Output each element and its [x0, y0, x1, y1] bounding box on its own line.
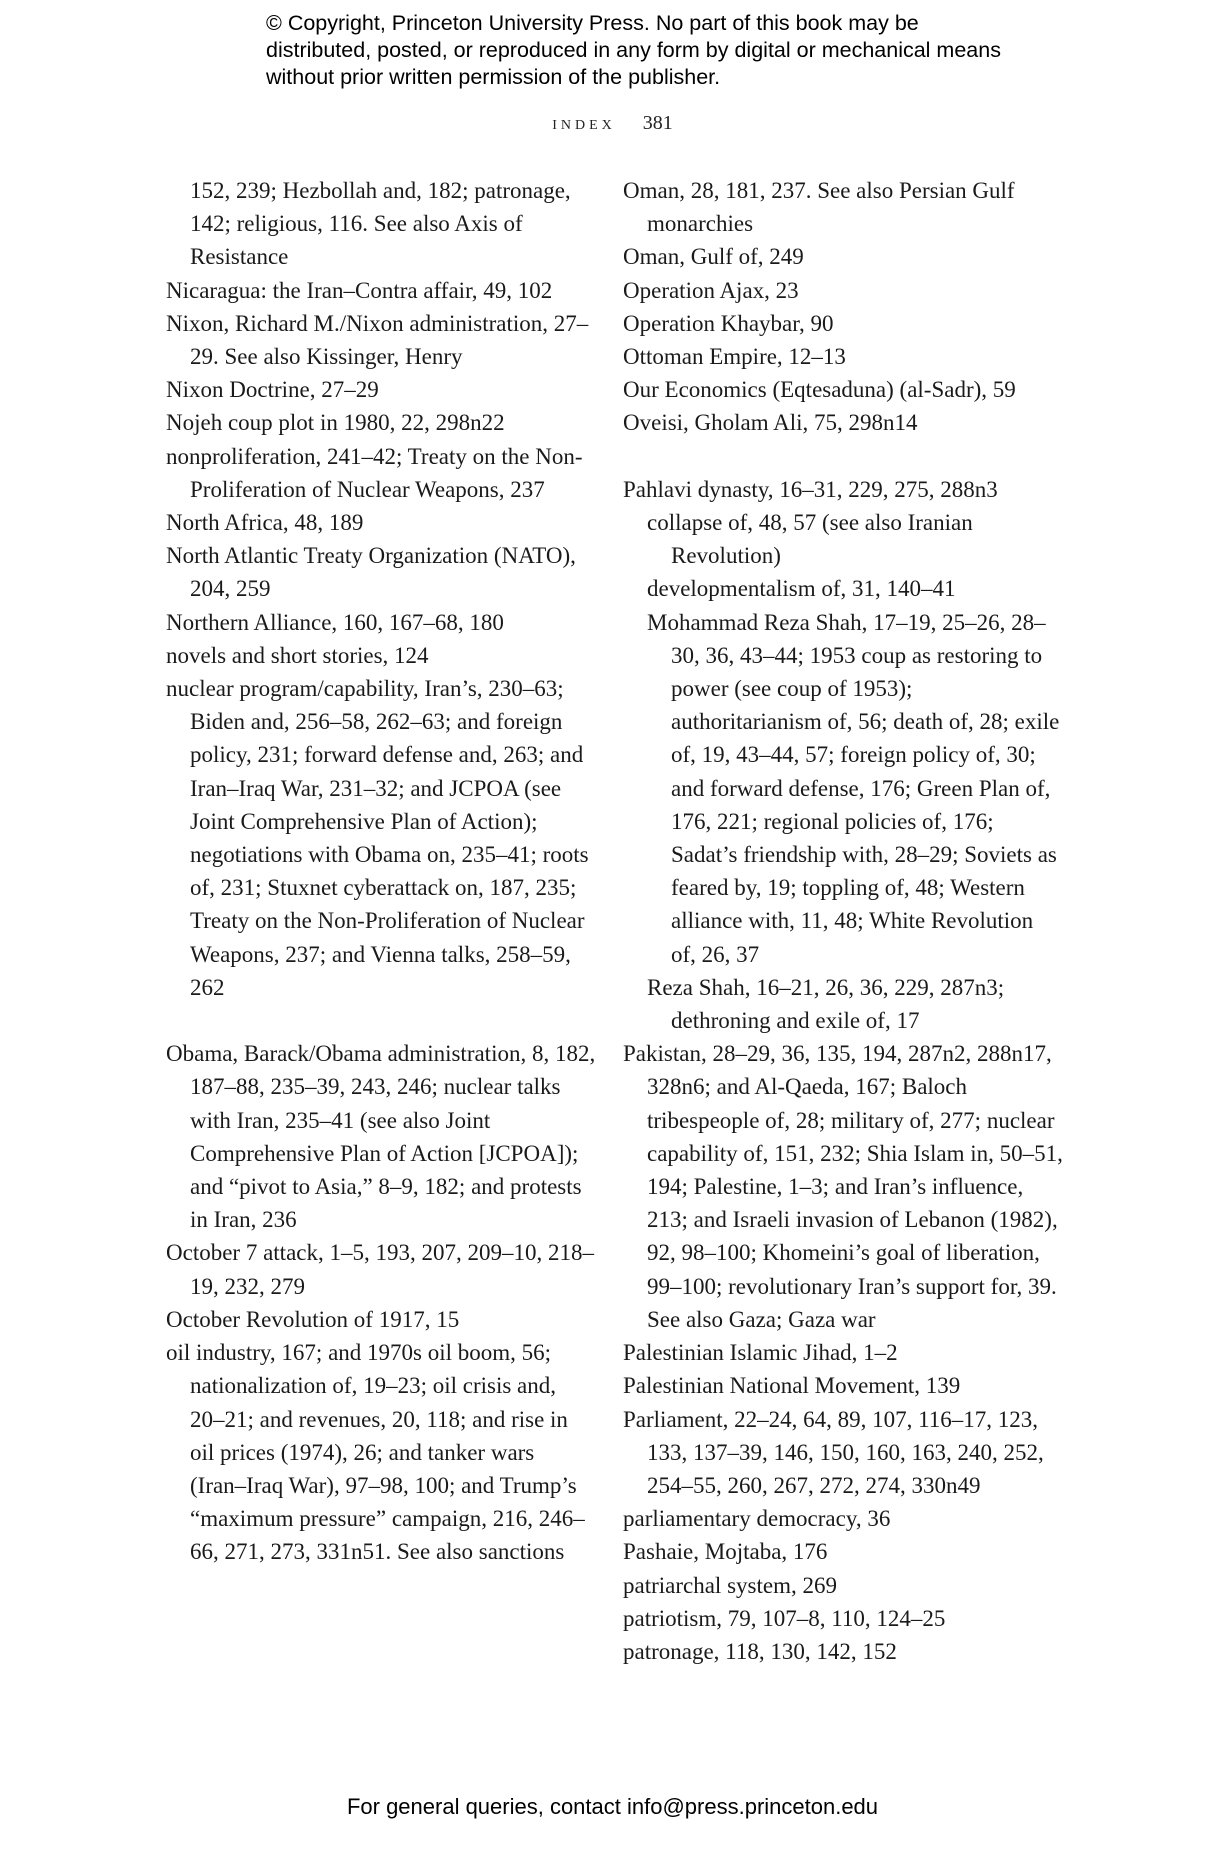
- index-entry: Our Economics (Eqtesaduna) (al-Sadr), 59: [623, 377, 1016, 403]
- index-entry: nonproliferation, 241–42; Treaty on the Non-Proliferation of Nuclear Weapons, 237: [166, 443, 583, 502]
- index-entry: Pashaie, Mojtaba, 176: [623, 1539, 828, 1565]
- index-entry: October 7 attack, 1–5, 193, 207, 209–10, 218–19, 232, 279: [166, 1240, 594, 1299]
- index-entry: Nojeh coup plot in 1980, 22, 298n22: [166, 410, 505, 436]
- index-entry: Nicaragua: the Iran–Contra affair, 49, 102: [166, 277, 553, 303]
- index-entry: Oman, 28, 181, 237. See also Persian Gulf monarchies: [623, 178, 1015, 237]
- index-subentry: Mohammad Reza Shah, 17–19, 25–26, 28–30, 36, 43–44; 1953 coup as restoring to power (see coup of 1953); authoritarianism of, 56; death of, 28; exile of, 19, 43–44, 57; foreign policy of, 30; and forward defense, 176; Green Plan of, 176, 221; regional policies of, 176; Sadat’s friendship with, 28–29; Soviets as feared by, 19; toppling of, 48; Western alliance with, 11, 48; White Revolution of, 26, 37: [647, 609, 1060, 967]
- index-entry: Oman, Gulf of, 249: [623, 244, 804, 270]
- index-entry: North Atlantic Treaty Organization (NATO), 204, 259: [166, 543, 576, 602]
- index-column-right: [623, 174, 1063, 1668]
- index-entry-head: Pahlavi dynasty, 16–31, 229, 275, 288n3: [623, 476, 998, 502]
- section-label: index: [552, 112, 616, 134]
- index-entry: Nixon Doctrine, 27–29: [166, 377, 379, 403]
- index-subentry: collapse of, 48, 57 (see also Iranian Revolution): [647, 510, 973, 569]
- index-entry: October Revolution of 1917, 15: [166, 1306, 460, 1332]
- index-entry: patriarchal system, 269: [623, 1572, 837, 1598]
- letter-group-gap: [166, 1004, 596, 1037]
- index-entry: oil industry, 167; and 1970s oil boom, 56; nationalization of, 19–23; oil crisis and, 20–21; and revenues, 20, 118; and rise in oil prices (1974), 26; and tanker wars (Iran–Iraq War), 97–98, 100; and Trump’s “maximum pressure” campaign, 216, 246–66, 271, 273, 331n51. See also sanctions: [166, 1340, 585, 1565]
- index-entry: nuclear program/capability, Iran’s, 230–63; Biden and, 256–58, 262–63; and foreign policy, 231; forward defense and, 263; and Iran–Iraq War, 231–32; and JCPOA (see Joint Comprehensive Plan of Action); negotiations with Obama on, 235–41; roots of, 231; Stuxnet cyberattack on, 187, 235; Treaty on the Non-Proliferation of Nuclear Weapons, 237; and Vienna talks, 258–59, 262: [166, 676, 589, 1000]
- index-entry: Operation Ajax, 23: [623, 277, 799, 303]
- index-entry: Operation Khaybar, 90: [623, 310, 834, 336]
- index-entry: parliamentary democracy, 36: [623, 1506, 891, 1532]
- index-entry: patriotism, 79, 107–8, 110, 124–25: [623, 1605, 946, 1631]
- index-entry: Pakistan, 28–29, 36, 135, 194, 287n2, 288n17, 328n6; and Al-Qaeda, 167; Baloch tribespeople of, 28; military of, 277; nuclear capability of, 151, 232; Shia Islam in, 50–51, 194; Palestine, 1–3; and Iran’s influence, 213; and Israeli invasion of Lebanon (1982), 92, 98–100; Khomeini’s goal of liberation, 99–100; revolutionary Iran’s support for, 39. See also Gaza; Gaza war: [623, 1041, 1063, 1332]
- index-entry: patronage, 118, 130, 142, 152: [623, 1638, 897, 1664]
- index-entry: novels and short stories, 124: [166, 642, 429, 668]
- index-entry: Ottoman Empire, 12–13: [623, 344, 846, 370]
- index-entry: Obama, Barack/Obama administration, 8, 182, 187–88, 235–39, 243, 246; nuclear talks with Iran, 235–41 (see also Joint Comprehensive Plan of Action [JCPOA]); and “pivot to Asia,” 8–9, 182; and protests in Iran, 236: [166, 1041, 596, 1233]
- index-entry: North Africa, 48, 189: [166, 510, 364, 536]
- index-entry: Parliament, 22–24, 64, 89, 107, 116–17, 123, 133, 137–39, 146, 150, 160, 163, 240, 252, 254–55, 260, 267, 272, 274, 330n49: [623, 1406, 1044, 1498]
- index-column-left: [166, 174, 596, 1569]
- footer-contact: For general queries, contact info@press.princeton.edu: [346, 1794, 879, 1819]
- index-entry-continued: 152, 239; Hezbollah and, 182; patronage, 142; religious, 116. See also Axis of Resistance: [190, 178, 571, 270]
- index-entry: Palestinian National Movement, 139: [623, 1373, 961, 1399]
- index-entry: Northern Alliance, 160, 167–68, 180: [166, 609, 504, 635]
- page-number: 381: [642, 112, 673, 134]
- copyright-notice: © Copyright, Princeton University Press. No part of this book may be distributed, posted, or reproduced in any form by digital or mechanical means without prior written permission of the publisher.: [266, 11, 1001, 89]
- letter-group-gap: [623, 440, 1063, 473]
- index-subentry: Reza Shah, 16–21, 26, 36, 229, 287n3; dethroning and exile of, 17: [647, 974, 1005, 1034]
- index-entry: Palestinian Islamic Jihad, 1–2: [623, 1340, 898, 1366]
- index-subentry: developmentalism of, 31, 140–41: [647, 576, 956, 602]
- running-head: [0, 112, 1225, 135]
- index-entry: Oveisi, Gholam Ali, 75, 298n14: [623, 410, 918, 436]
- index-entry: Nixon, Richard M./Nixon administration, 27–29. See also Kissinger, Henry: [166, 310, 589, 370]
